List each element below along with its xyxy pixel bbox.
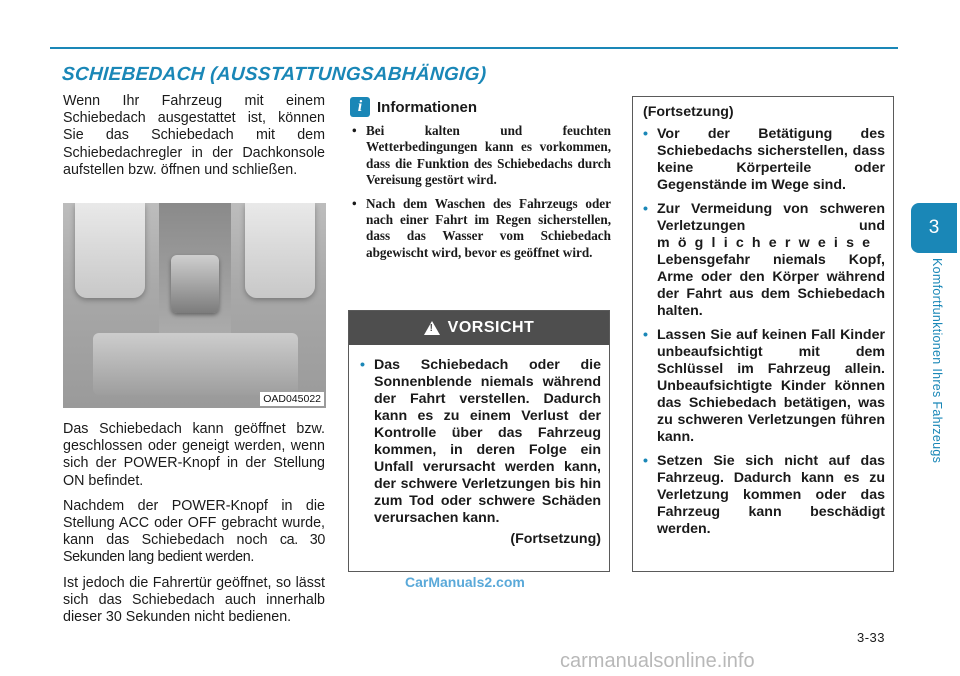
info-item: • Bei kalten und feuchten Wetterbedingungen kann es vorkommen, dass die Funktion des Schiebedachs durch Vereisung gestört wird. (352, 123, 611, 189)
chapter-tab: 3 (911, 203, 957, 253)
info-list (352, 123, 611, 268)
continuation-item: • Setzen Sie sich nicht auf das Fahrzeug. Dadurch kann es zu Verletzung kommen oder das Fahrzeug kann beschädigt werden. (643, 453, 885, 538)
caution-box (348, 310, 610, 572)
right-map-lamp (245, 203, 315, 298)
continuation-list (643, 126, 885, 538)
chapter-label: Komfortfunktionen Ihres Fahrzeugs (930, 258, 944, 464)
paragraph-acc-off: Nachdem der POWER-Knopf in die Stellung ACC oder OFF gebracht wurde, kann das Schiebedach noch ca. 30 Sekunden lang bedient werden. (63, 497, 325, 566)
continuation-item: • Lassen Sie auf keinen Fall Kinder unbeaufsichtigt mit dem Schlüssel im Fahrzeug allein. Unbeaufsichtigte Kinder können das Schiebedach betätigen, was zu schweren Verletzungen führen kann. (643, 327, 885, 446)
paragraph-power-on: Das Schiebedach kann geöffnet bzw. geschlossen oder geneigt werden, wenn sich der POWER-Knopf in der Stellung ON befindet. (63, 421, 325, 489)
info-item: • Nach dem Waschen des Fahrzeugs oder nach einer Fahrt im Regen sicherstellen, dass das Wasser vom Schiebedach abgewischt wird, bevor es geöffnet wird. (352, 196, 611, 262)
info-title: Informationen (377, 98, 477, 116)
info-icon: i (350, 97, 370, 117)
image-code: OAD045022 (260, 392, 324, 406)
paragraph-driver-door: Ist jedoch die Fahrertür geöffnet, so lässt sich das Schiebedach auch innerhalb dieser 30 Sekunden nicht bedienen. (63, 574, 325, 626)
section-title: SCHIEBEDACH (AUSSTATTUNGSABHÄNGIG) (61, 64, 488, 85)
caution-continued: (Fortsetzung) (510, 531, 601, 547)
sunroof-control-switch (171, 255, 219, 313)
continuation-head: (Fortsetzung) (643, 104, 734, 120)
operation-text (63, 421, 325, 634)
intro-paragraph: Wenn Ihr Fahrzeug mit einem Schiebedach ausgestattet ist, können Sie das Schiebedach mit dem Schiebedachregler in der Dachkonsole aufstellen bzw. öffnen und schließen. (63, 93, 325, 178)
info-header (350, 97, 477, 117)
header-rule (50, 47, 898, 49)
sunroof-switch-photo (63, 203, 326, 408)
intro-column (63, 93, 325, 187)
left-map-lamp (75, 203, 145, 298)
continuation-box (632, 96, 894, 572)
sunglasses-holder (93, 333, 298, 395)
caution-item: • Das Schiebedach oder die Sonnenblende niemals während der Fahrt verstellen. Dadurch kann es zu einem Verlust der Kontrolle über das Fahrzeug kommen, in deren Folge ein Unfall verursacht werden kann, der schwere Verletzungen bis hin zum Tod oder schwere Schäden verursachen kann. (360, 357, 601, 527)
page-number: 3-33 (857, 630, 886, 645)
caution-list (360, 357, 601, 527)
caution-header (349, 311, 609, 345)
warning-triangle-icon: ! (424, 321, 440, 335)
caution-title: VORSICHT (447, 319, 535, 336)
continuation-item: • Vor der Betätigung des Schiebedachs sicherstellen, dass keine Körperteile oder Gegenstände im Wege sind. (643, 126, 885, 194)
site-watermark[interactable]: CarManuals2.com (405, 574, 525, 590)
footer-watermark: carmanualsonline.info (560, 650, 755, 672)
continuation-item: • Zur Vermeidung von schweren Verletzungen und möglicherweise Lebensgefahr niemals Kopf, Arme oder den Körper während der Fahrt aus dem Schiebedach halten. (643, 201, 885, 320)
